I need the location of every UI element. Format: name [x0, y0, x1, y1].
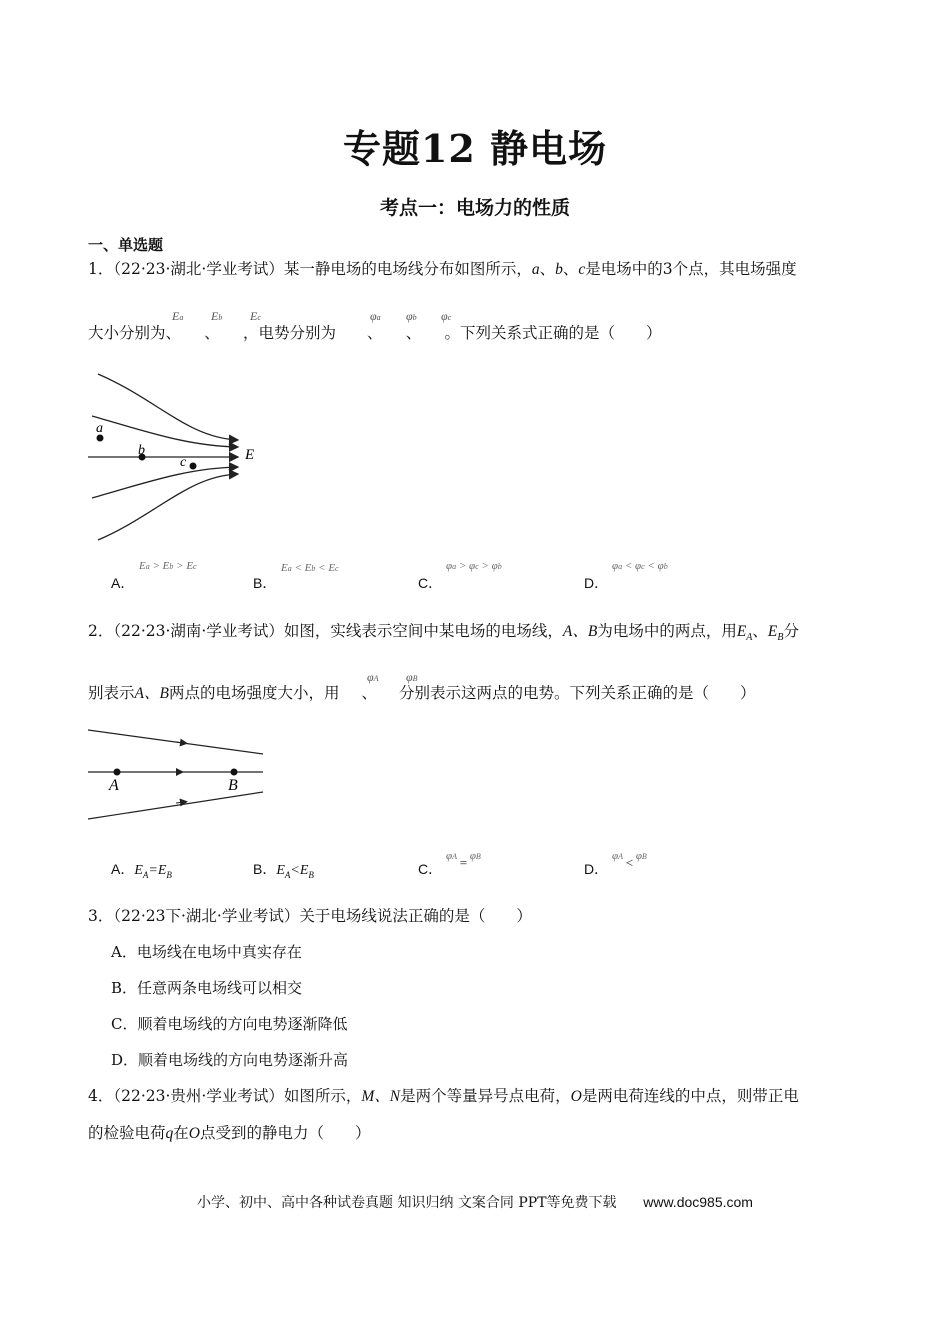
q2-option-d[interactable] — [584, 859, 608, 879]
q1-option-c[interactable] — [418, 573, 442, 593]
q2-number: 2． — [88, 622, 114, 640]
option-label: D． — [584, 861, 609, 877]
q3-number: 3． — [88, 907, 114, 925]
q1-source: （22·23·湖北·学业考试） — [113, 260, 284, 278]
q3-option-c[interactable]: C．顺着电场线的方向电势逐渐降低 — [111, 1015, 348, 1033]
q1-symbol-Ec: Ec — [250, 309, 261, 323]
option-label: D． — [584, 575, 609, 591]
fig1-label-a: a — [96, 421, 103, 436]
q2-line1 — [88, 620, 799, 649]
footer-url[interactable]: www.doc985.com — [643, 1194, 753, 1210]
q1-option-a-expr: Ea > Eb > Ec — [139, 560, 197, 572]
option-label: A． — [111, 575, 135, 591]
q2-option-d-expr: φA < φB — [612, 850, 647, 870]
q2-option-c-expr: φA = φB — [446, 850, 481, 870]
q1-option-d[interactable] — [584, 573, 608, 593]
q1-text: 某一静电场的电场线分布如图所示， — [283, 260, 532, 278]
option-label: A． — [111, 861, 135, 877]
q4-text: 是两电荷连线的中点，则带正电 — [581, 1087, 799, 1105]
q2-points: A、B — [134, 685, 169, 702]
page-title: 专题12 静电场 — [342, 126, 608, 171]
q1-sep: 、 — [562, 260, 579, 278]
q3-text: 关于电场线说法正确的是（ ） — [299, 907, 532, 925]
section-heading: 一、单选题 — [88, 236, 164, 254]
q1-option-d-expr: φa < φc < φb — [612, 560, 668, 572]
q1-point-a: a — [531, 261, 540, 278]
q2-text: 两点的电场强度大小，用 — [168, 684, 340, 702]
q1-point-b: b — [555, 261, 563, 278]
fig1-label-b: b — [138, 443, 145, 458]
q2-points: A、B — [562, 623, 598, 640]
q1-line2 — [88, 322, 662, 344]
fig2-label-A: A — [109, 777, 119, 794]
q1-text: 是电场中的3个点，其电场强度 — [585, 260, 797, 278]
q1-figure-field-lines — [88, 370, 278, 545]
q4-number: 4． — [88, 1087, 114, 1105]
fig2-label-B: B — [228, 777, 238, 794]
option-label: C． — [418, 861, 443, 877]
q1-line1 — [88, 258, 797, 281]
q1-symbol-phi-a: φa — [370, 309, 381, 323]
q2-line2 — [88, 682, 756, 705]
q1-option-c-expr: φa > φc > φb — [446, 560, 502, 572]
q2-option-a[interactable]: A．$E_A=E_B$ — [111, 861, 172, 880]
q1-option-a[interactable] — [111, 573, 134, 593]
q1-text: 、 、 ，电势分别为 、 、 。下列关系式正确的是（ ） — [165, 324, 662, 342]
q1-text: 大小分别为 — [88, 324, 166, 342]
q4-charges: M、N — [361, 1088, 401, 1105]
q2-EB: E — [767, 623, 778, 640]
option-label: C． — [418, 575, 443, 591]
q2-sep: 、 — [361, 684, 377, 702]
q3-source: （22·23下·湖北·学业考试） — [113, 907, 300, 925]
page-footer — [0, 1192, 950, 1212]
q1-option-b-expr: Ea < Eb < Ec — [281, 562, 339, 574]
q4-text: 在 — [173, 1124, 189, 1142]
q2-source: （22·23·湖南·学业考试） — [113, 622, 284, 640]
q2-text: 分别表示这两点的电势。下列关系正确的是（ ） — [398, 684, 756, 702]
q2-text: 如图，实线表示空间中某电场的电场线， — [283, 622, 563, 640]
q4-point-O: O — [188, 1125, 200, 1142]
q2-text: 分 — [783, 622, 800, 640]
q2-EB-sub: B — [777, 632, 784, 644]
q4-source: （22·23·贵州·学业考试） — [113, 1087, 284, 1105]
q4-text: 如图所示， — [283, 1087, 362, 1105]
q2-EA: E — [736, 623, 747, 640]
q2-text: 别表示 — [88, 684, 135, 702]
option-label: B． — [253, 575, 277, 591]
q4-text: 是两个等量异号点电荷， — [400, 1087, 571, 1105]
option-label: B． — [253, 861, 277, 877]
q1-point-c: c — [578, 261, 586, 278]
q4-text: 的检验电荷 — [88, 1124, 166, 1142]
q1-symbol-Eb: Eb — [211, 309, 223, 323]
q4-line1 — [88, 1085, 799, 1108]
q1-number: 1． — [88, 260, 114, 278]
q3-option-b[interactable]: B．任意两条电场线可以相交 — [111, 979, 303, 997]
q2-option-c[interactable] — [418, 859, 442, 879]
fig1-label-c: c — [180, 455, 187, 470]
q1-symbol-phi-c: φc — [441, 309, 452, 323]
q4-line2 — [88, 1122, 371, 1145]
q2-text: 为电场中的两点，用 — [597, 622, 737, 640]
q2-sep: 、 — [752, 622, 768, 640]
q4-charge-q: q — [165, 1125, 174, 1142]
page-subtitle: 考点一：电场力的性质 — [379, 197, 570, 219]
q4-text: 点受到的静电力（ ） — [199, 1124, 371, 1142]
q2-EA-sub: A — [746, 632, 753, 644]
q4-point-O: O — [570, 1088, 582, 1105]
q3-option-d[interactable]: D．顺着电场线的方向电势逐渐升高 — [111, 1051, 349, 1069]
q2-symbol-phi-A: φA — [367, 670, 379, 684]
q1-sep: 、 — [539, 260, 556, 278]
q2-figure-field-lines — [88, 722, 268, 827]
q1-symbol-phi-b: φb — [406, 309, 417, 323]
q2-option-b[interactable]: B．$E_A<E_B$ — [253, 861, 314, 880]
q3-option-a[interactable]: A．电场线在电场中真实存在 — [111, 943, 302, 961]
q2-symbol-phi-B: φB — [406, 670, 418, 684]
q3-stem — [88, 905, 532, 927]
q1-option-b[interactable] — [253, 573, 276, 593]
q1-symbol-Ea: Ea — [172, 309, 184, 323]
footer-text: 小学、初中、高中各种试卷真题 知识归纳 文案合同 PPT等免费下载 — [197, 1195, 617, 1211]
fig1-label-E: E — [245, 447, 255, 463]
